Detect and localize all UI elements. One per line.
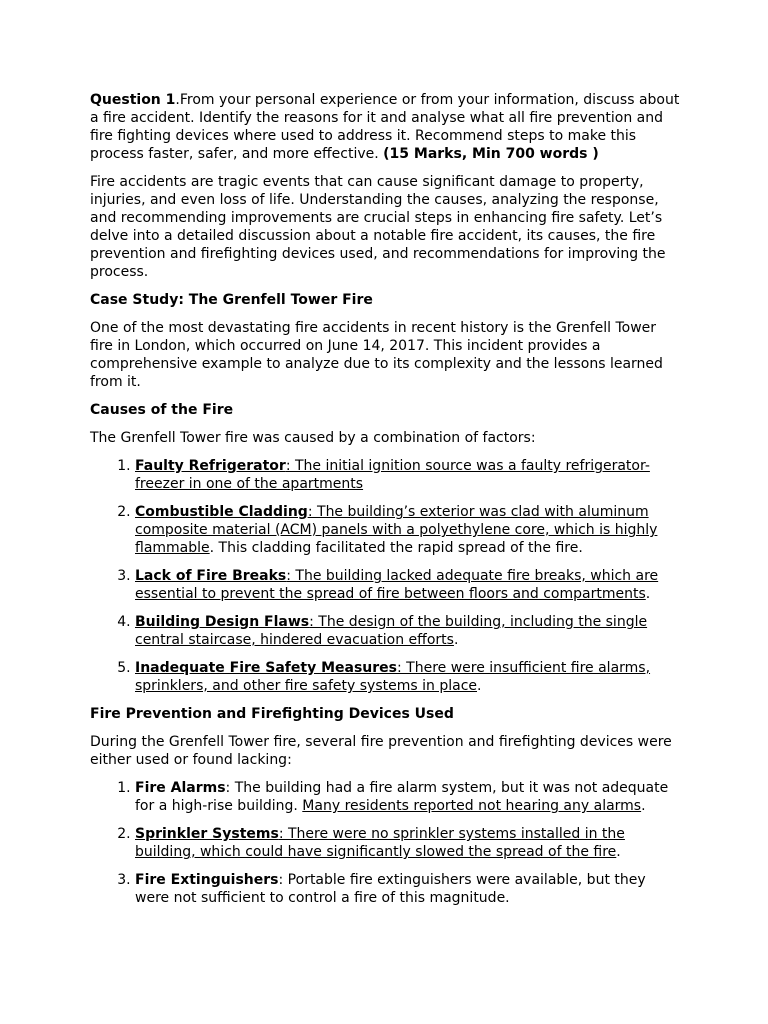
question-text: .From your personal experience or from your information, discuss about a fire accident. Identify the reasons for it and analyse what all fire prevention and fire fighting devices where used to address it. Recommend steps to make this process faster, safer, and more effective. xyxy=(90,92,680,162)
devices-list xyxy=(90,779,680,907)
list-item xyxy=(135,567,680,603)
case-study-paragraph: One of the most devastating fire accidents in recent history is the Grenfell Tower fire in London, which occurred on June 14, 2017. This incident provides a comprehensive example to analyze due to its complexity and the lessons learned from it. xyxy=(90,320,663,390)
list-item xyxy=(135,659,680,695)
question-label: Question 1 xyxy=(90,92,176,108)
causes-list xyxy=(90,457,680,695)
cause-title: Lack of Fire Breaks xyxy=(135,568,287,584)
cause-rest: . xyxy=(453,632,459,648)
cause-detail: : The initial ignition source was a faulty refrigerator-freezer in one of the apartments xyxy=(135,458,650,492)
question-marks: (15 Marks, Min 700 words ) xyxy=(383,146,599,162)
intro-paragraph: Fire accidents are tragic events that can cause significant damage to property, injuries, and even loss of life. Understanding the causes, analyzing the response, and recommending improvements are crucial steps in enhancing fire safety. Let’s delve into a detailed discussion about a notable fire accident, its causes, the fire prevention and firefighting devices used, and recommendations for improving the process. xyxy=(90,174,666,280)
cause-rest: . This cladding facilitated the rapid spread of the fire. xyxy=(209,540,583,556)
causes-intro: The Grenfell Tower fire was caused by a combination of factors: xyxy=(90,430,536,446)
device-title: Fire Alarms xyxy=(135,780,226,796)
devices-heading: Fire Prevention and Firefighting Devices Used xyxy=(90,706,454,722)
case-study-heading: Case Study: The Grenfell Tower Fire xyxy=(90,292,373,308)
device-rest: . xyxy=(616,844,621,860)
cause-detail: : There were insufficient fire alarms, sprinklers, and other fire safety systems in place xyxy=(135,660,651,694)
cause-rest: . xyxy=(645,586,651,602)
device-detail: : Portable fire extinguishers were available, but they were not sufficient to control a fire of this magnitude. xyxy=(135,872,646,906)
cause-detail: : The building lacked adequate fire breaks, which are essential to prevent the spread of fire between floors and compartments xyxy=(135,568,659,602)
cause-detail: : The building’s exterior was clad with aluminum composite material (ACM) panels with a polyethylene core, which is highly flammable xyxy=(135,504,658,556)
causes-heading: Causes of the Fire xyxy=(90,402,234,418)
list-item xyxy=(135,871,680,907)
device-rest: . xyxy=(641,798,646,814)
cause-title: Combustible Cladding xyxy=(135,504,308,520)
devices-intro: During the Grenfell Tower fire, several fire prevention and firefighting devices were either used or found lacking: xyxy=(90,734,672,768)
cause-title: Building Design Flaws xyxy=(135,614,310,630)
device-detail: : There were no sprinkler systems installed in the building, which could have significantly slowed the spread of the fire xyxy=(135,826,625,860)
list-item xyxy=(135,825,680,861)
question-paragraph xyxy=(90,91,680,163)
device-title: Fire Extinguishers xyxy=(135,872,279,888)
device-title: Sprinkler Systems xyxy=(135,826,279,842)
cause-title: Faulty Refrigerator xyxy=(135,458,286,474)
cause-rest: . xyxy=(477,678,482,694)
list-item xyxy=(135,779,680,815)
list-item xyxy=(135,503,680,557)
cause-detail: : The design of the building, including the single central staircase, hindered evacuation efforts xyxy=(135,614,648,648)
device-detail: : The building had a fire alarm system, but it was not adequate for a high-rise building. xyxy=(135,780,669,814)
list-item xyxy=(135,613,680,649)
cause-title: Inadequate Fire Safety Measures xyxy=(135,660,397,676)
device-underlined: Many residents reported not hearing any alarms xyxy=(302,798,642,814)
list-item xyxy=(135,457,680,493)
